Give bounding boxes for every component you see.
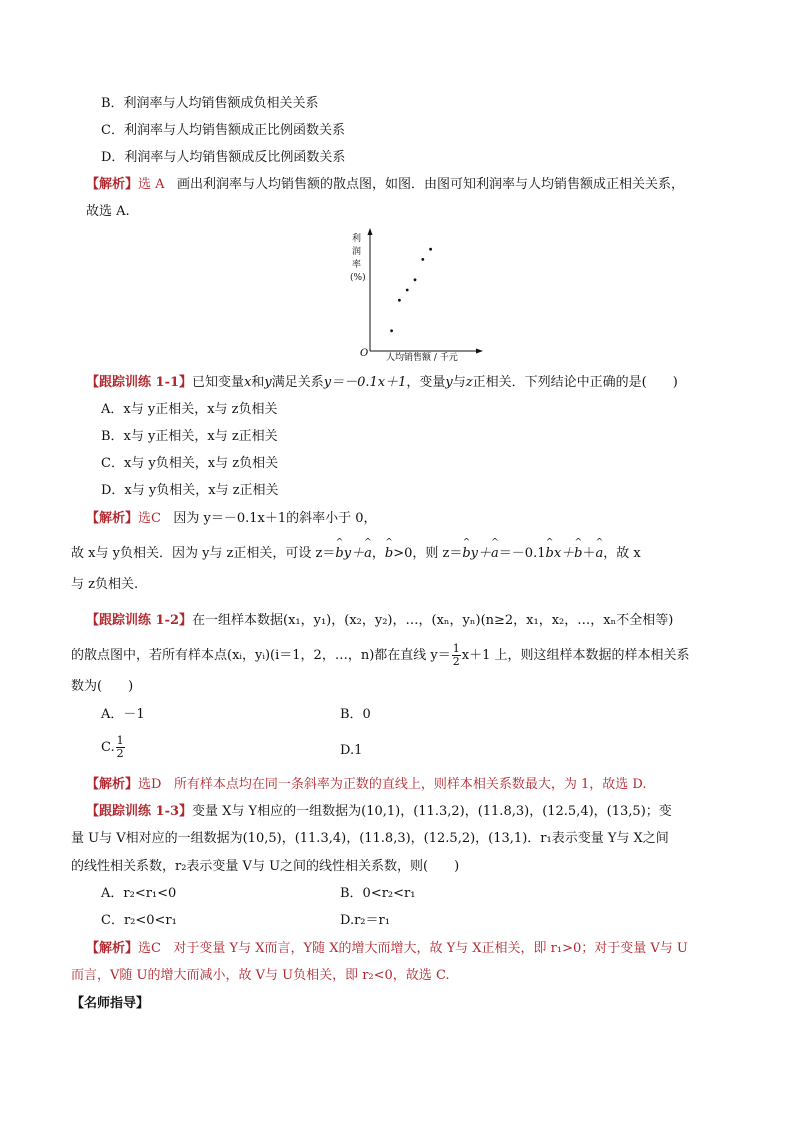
analysis-choice: 选 A — [138, 177, 165, 192]
q1-ans-2b: y＋ — [343, 546, 365, 561]
q3-stem-line2: 量 U与 V相对应的一组数据为(10,5)，(11.3,4)，(11.8,3)，(12.5,2)，(13,1)．r₁表示变量 Y与 X之间 — [71, 831, 669, 846]
q1-stem-e: 正相关．下列结论中正确的是( ) — [472, 375, 678, 390]
q2-analysis-choice: 选D — [138, 777, 162, 792]
q1-var-y: y — [264, 375, 272, 390]
q1-analysis-line3: 与 z负相关. — [71, 577, 139, 592]
q1-analysis-line2 — [71, 545, 641, 563]
q1-stem-b: 满足关系 — [271, 375, 324, 390]
scatter-point — [421, 258, 424, 261]
q1-ans-2c: ， — [371, 546, 385, 561]
q2-fraction-half — [452, 643, 461, 668]
y-axis-label-2: 润 — [352, 247, 362, 257]
q2-stem-line3: 数为( ) — [71, 679, 134, 694]
q3-stem-line1 — [86, 803, 672, 821]
q2-stem1: 在一组样本数据(x₁，y₁)，(x₂，y₂)，…，(xₙ，yₙ)(n≥2，x₁，x₂，…，xₙ不全相等) — [192, 613, 674, 628]
x-axis-label: 人均销售额 / 千元 — [386, 353, 458, 363]
analysis-0-line2: 故选 A. — [86, 204, 130, 219]
analysis-tag: 【解析】 — [86, 177, 139, 192]
q1-ans-2b-2: y＋ — [470, 546, 492, 561]
option-d-prev: D．利润率与人均销售额成反比例函数关系 — [101, 150, 346, 165]
q3-analysis-text1: 对于变量 Y与 X而言，Y随 X的增大而增大，故 Y与 X正相关，即 r₁>0；对于变量 V与 U — [173, 941, 688, 956]
q1-ans-2f: x＋ — [553, 546, 575, 561]
q2-option-a: A．－1 — [101, 707, 145, 722]
q1-ans-2h: ，故 x — [603, 546, 641, 561]
q3-option-d: D.r₂＝r₁ — [340, 913, 390, 928]
q2-stem2a: 的散点图中，若所有样本点(xᵢ，yᵢ)(i＝1，2，…，n)都在直线 y＝ — [71, 648, 451, 663]
scatter-plot — [340, 226, 490, 366]
q1-equation: y＝－0.1x＋1 — [323, 375, 407, 390]
q3-stem1: 变量 X与 Y相应的一组数据为(10,1)，(11.3,2)，(11.8,3)，(12.5,4)，(13,5)；变 — [192, 804, 672, 819]
origin-label: O — [360, 348, 369, 359]
analysis-0-line1 — [86, 176, 684, 194]
q1-stem-d: 与 — [452, 375, 466, 390]
q3-stem-line3: 的线性相关系数，r₂表示变量 V与 U之间的线性相关系数，则( ) — [71, 859, 460, 874]
q3-option-b: B．0<r₂<r₁ — [340, 886, 416, 901]
q1-analysis-line1 — [86, 510, 377, 528]
frac-den-c: 2 — [116, 747, 124, 760]
q1-option-c: C．x与 y负相关，x与 z负相关 — [101, 456, 279, 471]
section-heading-teacher-guidance: 【名师指导】 — [71, 996, 150, 1011]
q1-ans-2g: ＋ — [582, 546, 596, 561]
q1-stem-a: 已知变量 — [192, 375, 245, 390]
scatter-point — [406, 289, 409, 292]
q2-option-c-label: C. — [101, 740, 115, 755]
scatter-point — [414, 278, 417, 281]
q3-analysis-choice: 选C — [138, 941, 161, 956]
q3-analysis-tag: 【解析】 — [86, 941, 139, 956]
y-axis-arrow — [368, 228, 373, 235]
q2-option-c — [101, 735, 126, 760]
scatter-points — [390, 248, 432, 332]
q1-ans-2a: 故 x与 y负相关．因为 y与 z正相关，可设 z＝ — [71, 546, 336, 561]
q2-analysis-text: 所有样本点均在同一条斜率为正数的直线上，则样本相关系数最大，为 1，故选 D. — [173, 777, 647, 792]
q1-analysis-choice: 选C — [138, 511, 161, 526]
q2-option-d: D.1 — [340, 743, 363, 758]
q1-option-d: D．x与 y负相关，x与 z正相关 — [101, 483, 279, 498]
q1-option-a: A．x与 y正相关，x与 z负相关 — [101, 402, 278, 417]
q3-analysis-line1 — [86, 940, 688, 958]
q2-tag: 【跟踪训练 1-2】 — [86, 613, 193, 628]
q1-var-x: x — [244, 375, 252, 390]
q2-stem2b: x＋1 上，则这组样本数据的样本相关系 — [461, 648, 690, 663]
frac-num: 1 — [452, 642, 460, 655]
q2-analysis-tag: 【解析】 — [86, 777, 139, 792]
q1-stem-c: ，变量 — [406, 375, 446, 390]
frac-den: 2 — [452, 655, 460, 668]
q2-analysis — [86, 776, 647, 794]
scatter-point — [429, 248, 432, 251]
q1-var-y-2: y — [445, 375, 453, 390]
q2-stem-line1 — [86, 612, 673, 630]
q1-a-hat-2: ^ a — [491, 545, 499, 563]
q1-ans-2d: >0，则 z＝ — [393, 546, 463, 561]
x-axis-arrow — [476, 349, 483, 354]
q1-b-hat-2: ^ b — [385, 545, 393, 563]
scatter-point — [398, 299, 401, 302]
q1-b-hat: ^ b — [335, 545, 343, 563]
q2-option-b: B．0 — [340, 707, 371, 722]
y-axis-label-4: (%) — [350, 273, 366, 283]
q3-option-a: A．r₂<r₁<0 — [101, 886, 177, 901]
q1-a-hat: ^ a — [364, 545, 372, 563]
q1-stem — [86, 374, 678, 392]
q3-option-c: C．r₂<0<r₁ — [101, 913, 177, 928]
q1-tag: 【跟踪训练 1-1】 — [86, 375, 193, 390]
q1-option-b: B．x与 y正相关，x与 z正相关 — [101, 429, 278, 444]
q3-tag: 【跟踪训练 1-3】 — [86, 804, 193, 819]
q1-analysis-tag: 【解析】 — [86, 511, 139, 526]
q1-analysis-text1: 因为 y＝－0.1x＋1的斜率小于 0， — [173, 511, 377, 526]
analysis-text: 画出利润率与人均销售额的散点图，如图．由图可知利润率与人均销售额成正相关关系， — [176, 177, 684, 192]
q1-b-hat-3: ^ b — [462, 545, 470, 563]
y-axis-label-1: 利 — [352, 234, 362, 244]
scatter-point — [390, 329, 393, 332]
option-b-prev: B．利润率与人均销售额成负相关关系 — [101, 96, 319, 111]
q1-b-hat-5: ^ b — [574, 545, 582, 563]
q3-analysis-line2: 而言，V随 U的增大而减小，故 V与 U负相关，即 r₂<0，故选 C. — [71, 968, 450, 983]
frac-num-c: 1 — [116, 734, 124, 747]
q1-and: 和 — [251, 375, 265, 390]
option-c-prev: C．利润率与人均销售额成正比例函数关系 — [101, 123, 345, 138]
q1-a-hat-3: ^ a — [596, 545, 604, 563]
q1-var-z: z — [465, 375, 473, 390]
y-axis-label-3: 率 — [352, 260, 362, 270]
q2-stem-line2 — [71, 643, 690, 668]
q1-b-hat-4: ^ b — [545, 545, 553, 563]
q2-option-c-fraction — [116, 735, 125, 760]
q1-ans-2e: ＝－0.1 — [498, 546, 546, 561]
